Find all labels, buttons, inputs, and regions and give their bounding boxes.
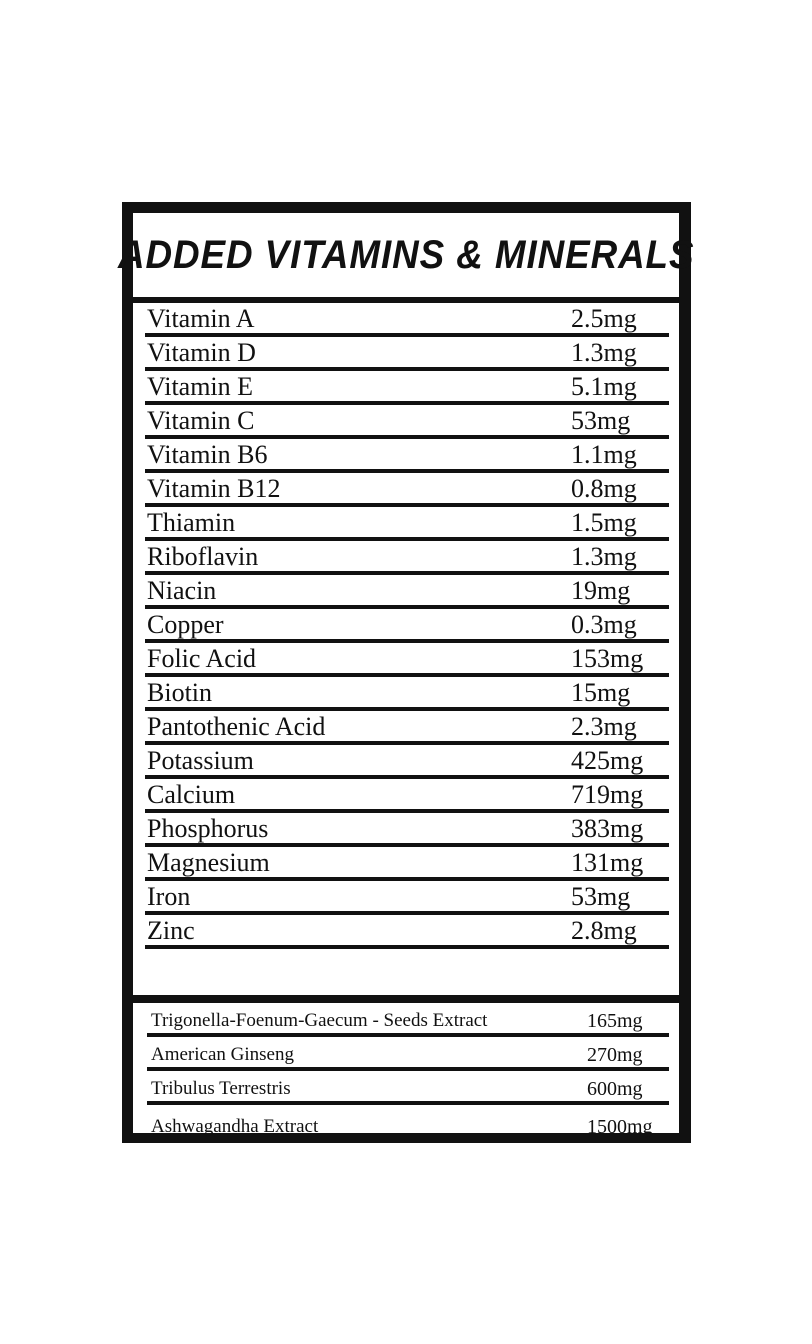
vitamin-name: Calcium: [147, 780, 236, 809]
supplement-label: [117, 202, 695, 1143]
vitamin-amount: 53mg: [571, 406, 631, 435]
herb-row: [147, 1003, 669, 1037]
vitamin-row: [145, 745, 669, 779]
vitamin-amount: 0.3mg: [571, 610, 637, 639]
vitamin-row: [145, 439, 669, 473]
herb-amount: 270mg: [587, 1044, 643, 1066]
vitamin-name: Vitamin D: [147, 338, 256, 367]
herb-amount: 165mg: [587, 1010, 643, 1032]
vitamin-name: Potassium: [147, 746, 254, 775]
vitamin-row: [145, 847, 669, 881]
vitamin-row: [145, 711, 669, 745]
vitamin-row: [145, 473, 669, 507]
vitamin-name: Biotin: [147, 678, 213, 707]
vitamin-name: Vitamin E: [147, 372, 254, 401]
vitamin-row: [145, 881, 669, 915]
herb-name: Ashwagandha Extract: [151, 1116, 319, 1137]
vitamin-row: [145, 779, 669, 813]
herb-amount: 1500mg: [587, 1116, 653, 1138]
herb-row: [147, 1105, 669, 1139]
vitamin-name: Phosphorus: [147, 814, 269, 843]
vitamin-amount: 2.5mg: [571, 304, 637, 333]
vitamin-amount: 2.8mg: [571, 916, 637, 945]
vitamin-row: [145, 609, 669, 643]
vitamin-name: Zinc: [147, 916, 195, 945]
herb-name: Trigonella-Foenum-Gaecum - Seeds Extract: [151, 1010, 488, 1031]
vitamin-name: Folic Acid: [147, 644, 257, 673]
herb-row: [147, 1071, 669, 1105]
vitamin-amount: 5.1mg: [571, 372, 637, 401]
label-title: ADDED VITAMINS & MINERALS: [117, 232, 695, 277]
vitamin-amount: 19mg: [571, 576, 631, 605]
herb-name: Tribulus Terrestris: [151, 1078, 291, 1099]
vitamin-row: [145, 813, 669, 847]
vitamin-row: [145, 575, 669, 609]
vitamin-amount: 383mg: [571, 814, 644, 843]
vitamin-amount: 153mg: [571, 644, 644, 673]
vitamin-amount: 719mg: [571, 780, 644, 809]
vitamin-amount: 15mg: [571, 678, 631, 707]
vitamin-row: [145, 541, 669, 575]
vitamin-amount: 2.3mg: [571, 712, 637, 741]
vitamin-amount: 1.1mg: [571, 440, 637, 469]
vitamin-row: [145, 337, 669, 371]
vitamin-row: [145, 915, 669, 949]
vitamin-name: Magnesium: [147, 848, 270, 877]
vitamin-amount: 1.3mg: [571, 542, 637, 571]
vitamin-name: Copper: [147, 610, 224, 639]
vitamin-row: [145, 677, 669, 711]
vitamin-name: Thiamin: [147, 508, 236, 537]
vitamin-amount: 1.5mg: [571, 508, 637, 537]
vitamin-row: [145, 303, 669, 337]
vitamin-amount: 425mg: [571, 746, 644, 775]
vitamin-name: Vitamin A: [147, 304, 255, 333]
herb-row: [147, 1037, 669, 1071]
vitamin-name: Riboflavin: [147, 542, 259, 571]
vitamin-amount: 0.8mg: [571, 474, 637, 503]
vitamin-name: Vitamin C: [147, 406, 255, 435]
herbal-extracts-table: [133, 1003, 679, 1138]
vitamin-name: Iron: [147, 882, 191, 911]
vitamin-amount: 1.3mg: [571, 338, 637, 367]
vitamin-row: [145, 507, 669, 541]
herb-name: American Ginseng: [151, 1044, 294, 1065]
vitamin-amount: 131mg: [571, 848, 644, 877]
title-box: [117, 213, 695, 297]
vitamin-row: [145, 371, 669, 405]
vitamin-row: [145, 405, 669, 439]
herb-amount: 600mg: [587, 1078, 643, 1100]
vitamin-name: Vitamin B12: [147, 474, 281, 503]
vitamin-name: Niacin: [147, 576, 217, 605]
vitamin-amount: 53mg: [571, 882, 631, 911]
vitamins-table: [133, 303, 679, 995]
vitamin-row: [145, 643, 669, 677]
vitamin-name: Pantothenic Acid: [147, 712, 326, 741]
vitamin-name: Vitamin B6: [147, 440, 268, 469]
